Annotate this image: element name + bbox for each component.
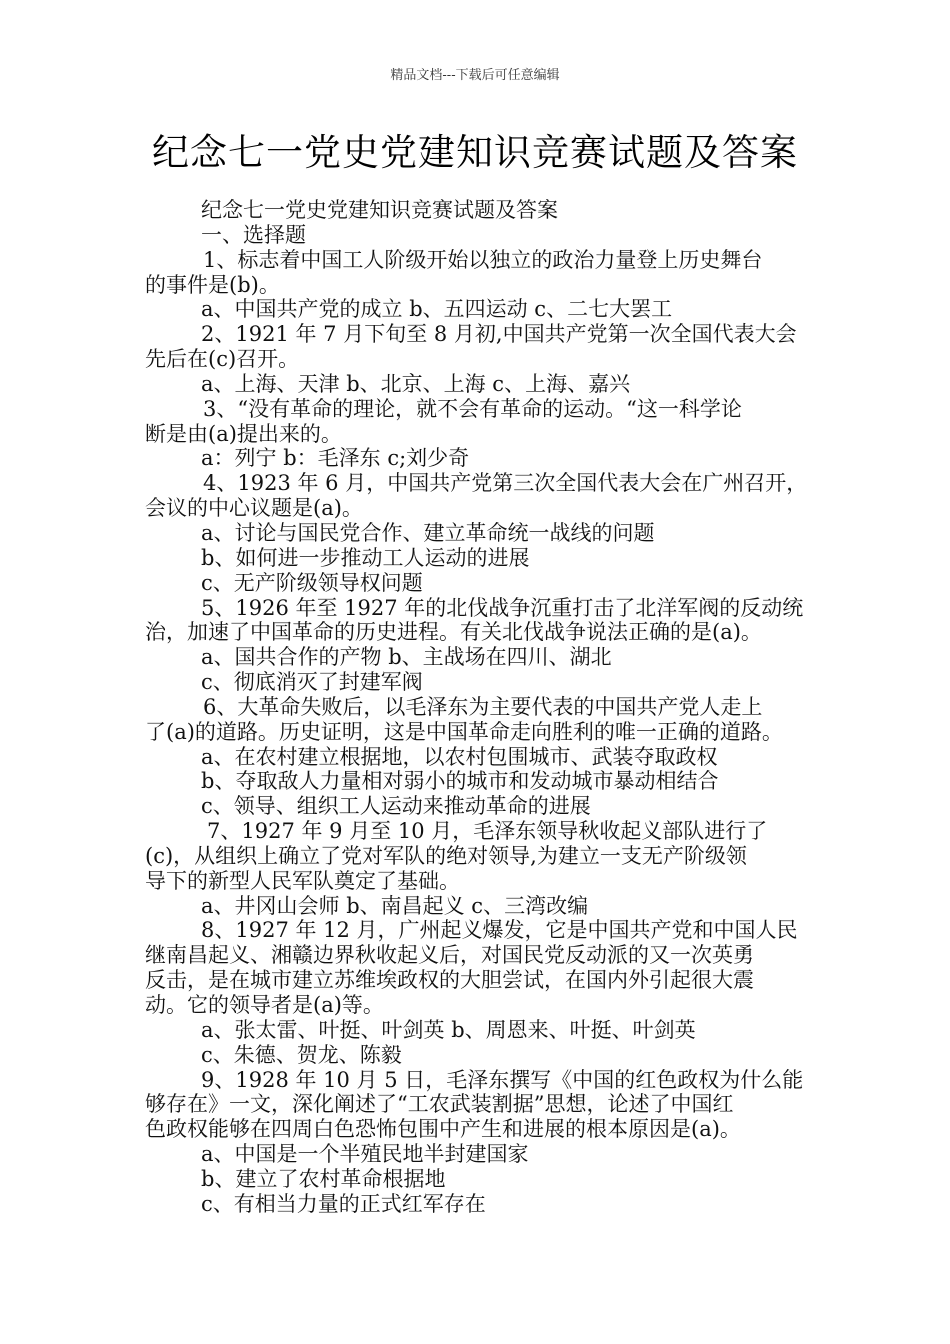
text-line: b、夺取敌人力量相对弱小的城市和发动城市暴动相结合 <box>201 769 719 794</box>
text-line: 一、选择题 <box>201 222 306 247</box>
text-line: 断是由(a)提出来的。 <box>145 421 342 446</box>
text-line: a、讨论与国民党合作、建立革命统一战线的问题 <box>201 520 655 545</box>
document-body <box>145 198 813 1217</box>
text-line: 先后在(c)召开。 <box>145 347 300 372</box>
text-line: c、无产阶级领导权问题 <box>201 570 423 595</box>
text-line: c、有相当力量的正式红军存在 <box>201 1191 486 1216</box>
text-line: c、彻底消灭了封建军阀 <box>201 670 423 695</box>
document-title: 纪念七一党史党建知识竞赛试题及答案 <box>152 131 798 174</box>
text-line: 6、大革命失败后，以毛泽东为主要代表的中国共产党人走上 <box>203 694 763 719</box>
text-line: a、中国共产党的成立 b、五四运动 c、二七大罢工 <box>201 297 673 322</box>
text-line: a、井冈山会师 b、南昌起义 c、三湾改编 <box>201 893 589 918</box>
text-line: 继南昌起义、湘赣边界秋收起义后，对国民党反动派的又一次英勇 <box>145 943 754 968</box>
text-line: a：列宁 b：毛泽东 c;刘少奇 <box>201 446 470 471</box>
text-line: a、国共合作的产物 b、主战场在四川、湖北 <box>201 645 612 670</box>
text-line: 了(a)的道路。历史证明，这是中国革命走向胜利的唯一正确的道路。 <box>145 719 783 744</box>
text-line: 导下的新型人民军队奠定了基础。 <box>145 868 460 893</box>
text-line: 9、1928 年 10 月 5 日，毛泽东撰写《中国的红色政权为什么能 <box>201 1067 804 1092</box>
page-header-note: 精品文档---下载后可任意编辑 <box>390 68 560 83</box>
text-line: c、朱德、贺龙、陈毅 <box>201 1042 402 1067</box>
text-line: 2、1921 年 7 月下旬至 8 月初,中国共产党第一次全国代表大会 <box>201 322 797 347</box>
text-line: a、上海、天津 b、北京、上海 c、上海、嘉兴 <box>201 371 631 396</box>
text-line: 够存在》一文，深化阐述了“工农武装割据”思想，论述了中国红 <box>145 1092 734 1117</box>
text-line: 纪念七一党史党建知识竞赛试题及答案 <box>201 198 558 222</box>
text-line: b、建立了农村革命根据地 <box>201 1166 446 1191</box>
text-line: 动。它的领导者是(a)等。 <box>145 993 384 1017</box>
text-line: 7、1927 年 9 月至 10 月，毛泽东领导秋收起义部队进行了 <box>207 819 768 844</box>
text-line: b、如何进一步推动工人运动的进展 <box>201 545 530 570</box>
text-line: 反击，是在城市建立苏维埃政权的大胆尝试，在国内外引起很大震 <box>145 968 754 993</box>
text-line: (c)，从组织上确立了党对军队的绝对领导,为建立一支无产阶级领 <box>145 843 747 868</box>
text-line: 1、标志着中国工人阶级开始以独立的政治力量登上历史舞台 <box>203 247 763 272</box>
text-line: 5、1926 年至 1927 年的北伐战争沉重打击了北洋军阀的反动统 <box>201 595 804 620</box>
text-line: 8、1927 年 12 月，广州起义爆发，它是中国共产党和中国人民 <box>201 918 798 943</box>
text-line: 3、“没有革命的理论，就不会有革命的运动。“这一科学论 <box>203 396 742 421</box>
text-line: 色政权能够在四周白色恐怖包围中产生和进展的根本原因是(a)。 <box>145 1117 741 1142</box>
text-line: 的事件是(b)。 <box>145 272 280 297</box>
text-line: 治，加速了中国革命的历史进程。有关北伐战争说法正确的是(a)。 <box>145 620 762 645</box>
text-line: a、张太雷、叶挺、叶剑英 b、周恩来、叶挺、叶剑英 <box>201 1017 696 1042</box>
text-line: 会议的中心议题是(a)。 <box>145 496 363 521</box>
text-line: c、领导、组织工人运动来推动革命的进展 <box>201 794 591 819</box>
text-line: a、在农村建立根据地，以农村包围城市、武装夺取政权 <box>201 744 718 769</box>
text-line: 4、1923 年 6 月，中国共产党第三次全国代表大会在广州召开， <box>203 471 808 496</box>
text-line: a、中国是一个半殖民地半封建国家 <box>201 1142 529 1167</box>
